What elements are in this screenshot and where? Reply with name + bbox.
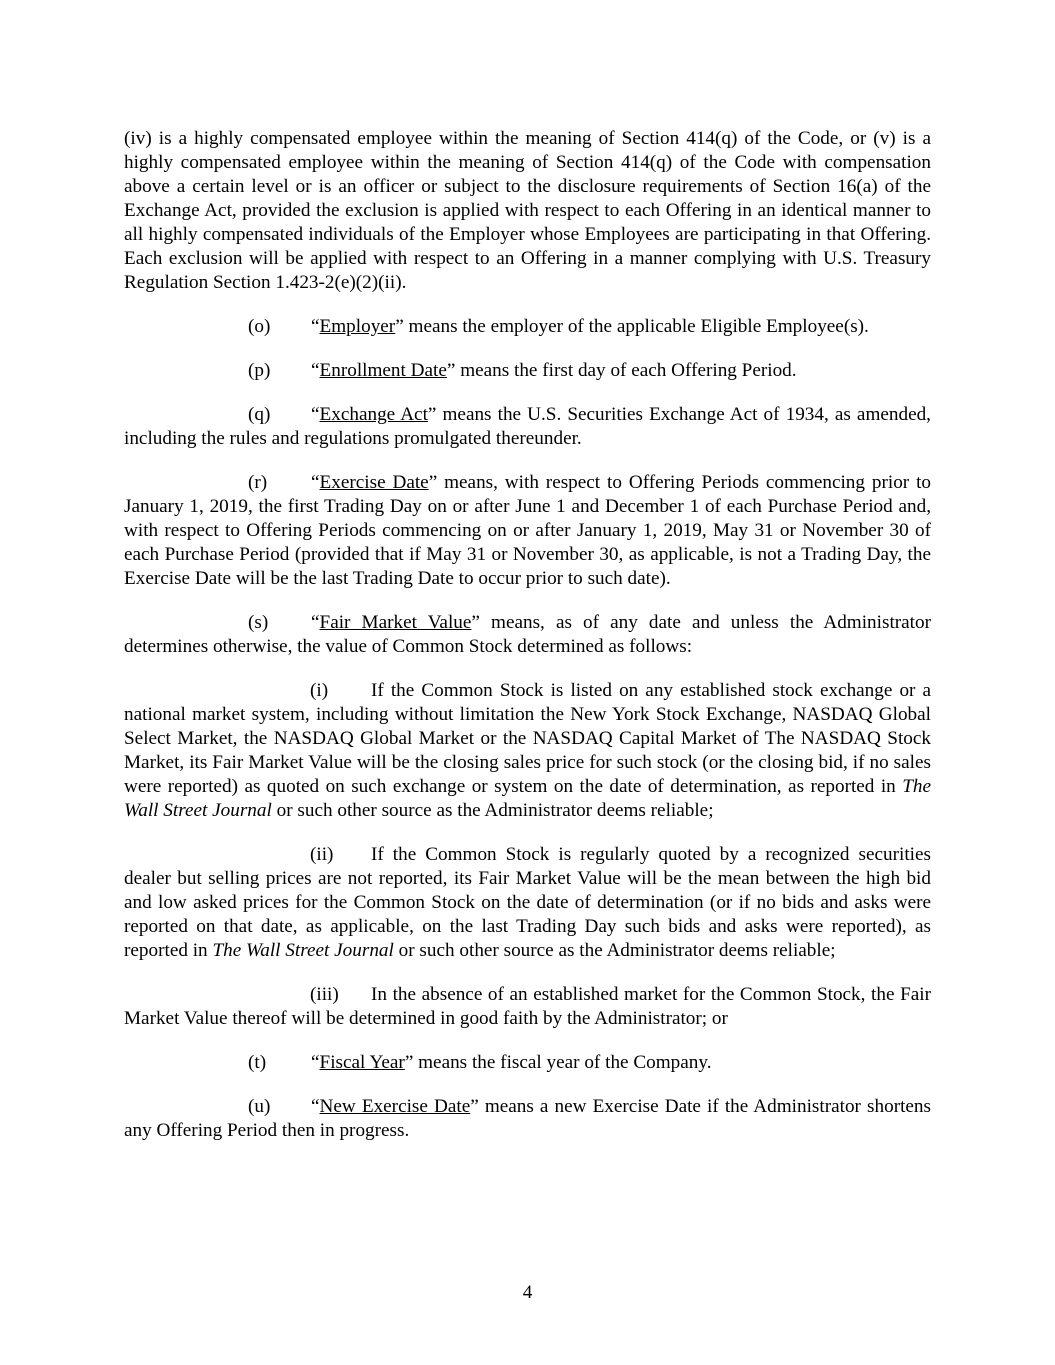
term-enrollment-date: Enrollment Date: [319, 360, 447, 381]
label-s: (s): [248, 612, 269, 633]
definition-text: ” means the U.S. Securities Exchange Act of 1934, as amended, including the rules and regulations promulgated thereunder.: [124, 404, 931, 449]
label-i: (i): [310, 680, 329, 701]
definition-r: [124, 471, 931, 591]
subclause-text: If the Common Stock is regularly quoted by a recognized securities dealer but selling prices are not reported, its Fair Market Value will be the mean between the high bid and low asked prices for the Common Stock on the date of determination (or if no bids and asks were reported on that date, as applicable, on the last Trading Day such bids and asks were reported), as reported in: [124, 844, 931, 961]
label-q: (q): [248, 404, 271, 425]
definition-t: [124, 1051, 931, 1075]
subclause-text: In the absence of an established market for the Common Stock, the Fair Market Value thereof will be determined in good faith by the Administrator; or: [124, 984, 931, 1029]
definition-text: ” means, with respect to Offering Periods commencing prior to January 1, 2019, the first Trading Day on or after June 1 and December 1 of each Purchase Period and, with respect to Offering Periods commencing on or after January 1, 2019, May 31 or November 30 of each Purchase Period (provided that if May 31 or November 30, as applicable, is not a Trading Day, the Exercise Date will be the last Trading Date to occur prior to such date).: [124, 472, 931, 589]
label-ii: (ii): [310, 844, 334, 865]
publication-title: The Wall Street Journal: [124, 776, 931, 821]
open-quote: “: [311, 1096, 320, 1117]
definition-u: [124, 1095, 931, 1143]
term-exercise-date: Exercise Date: [319, 472, 429, 493]
subclause-iii: [124, 983, 931, 1031]
label-iii: (iii): [310, 984, 339, 1005]
definition-text: ” means a new Exercise Date if the Administrator shortens any Offering Period then in progress.: [124, 1096, 931, 1141]
label-t: (t): [248, 1052, 267, 1073]
subclause-text-end: or such other source as the Administrator deems reliable;: [393, 940, 836, 961]
subclause-i: [124, 679, 931, 823]
definition-text: ” means the employer of the applicable Eligible Employee(s).: [395, 316, 869, 337]
term-employer: Employer: [319, 316, 396, 337]
label-o: (o): [248, 316, 271, 337]
term-fair-market-value: Fair Market Value: [319, 612, 472, 633]
open-quote: “: [311, 404, 320, 425]
subclause-ii: [124, 843, 931, 963]
open-quote: “: [311, 472, 320, 493]
intro-paragraph: (iv) is a highly compensated employee within the meaning of Section 414(q) of the Code, or (v) is a highly compensated employee within the meaning of Section 414(q) of the Code with compensation above a certain level or is an officer or subject to the disclosure requirements of Section 16(a) of the Exchange Act, provided the exclusion is applied with respect to each Offering in an identical manner to all highly compensated individuals of the Employer whose Employees are participating in that Offering. Each exclusion will be applied with respect to an Offering in a manner complying with U.S. Treasury Regulation Section 1.423-2(e)(2)(ii).: [124, 128, 931, 293]
label-r: (r): [248, 472, 268, 493]
definition-o: [124, 315, 931, 339]
open-quote: “: [311, 316, 320, 337]
open-quote: “: [311, 612, 320, 633]
definition-text: ” means the first day of each Offering Period.: [446, 360, 797, 381]
definition-q: [124, 403, 931, 451]
term-exchange-act: Exchange Act: [319, 404, 428, 425]
page-number: 4: [522, 1282, 533, 1303]
term-new-exercise-date: New Exercise Date: [319, 1096, 471, 1117]
definition-s: [124, 611, 931, 659]
subclause-text: If the Common Stock is listed on any established stock exchange or a national market system, including without limitation the New York Stock Exchange, NASDAQ Global Select Market, the NASDAQ Global Market or the NASDAQ Capital Market of The NASDAQ Stock Market, its Fair Market Value will be the closing sales price for such stock (or the closing bid, if no sales were reported) as quoted on such exchange or system on the date of determination, as reported in: [124, 680, 931, 797]
definition-p: [124, 359, 931, 383]
definition-text: ” means, as of any date and unless the Administrator determines otherwise, the value of Common Stock determined as follows:: [124, 612, 932, 657]
publication-title: The Wall Street Journal: [212, 940, 394, 961]
label-p: (p): [248, 360, 271, 381]
open-quote: “: [311, 360, 320, 381]
page-body: [124, 127, 931, 1143]
subclause-text-end: or such other source as the Administrator deems reliable;: [271, 800, 714, 821]
definition-text: ” means the fiscal year of the Company.: [404, 1052, 712, 1073]
term-fiscal-year: Fiscal Year: [319, 1052, 405, 1073]
label-u: (u): [248, 1096, 271, 1117]
open-quote: “: [311, 1052, 320, 1073]
